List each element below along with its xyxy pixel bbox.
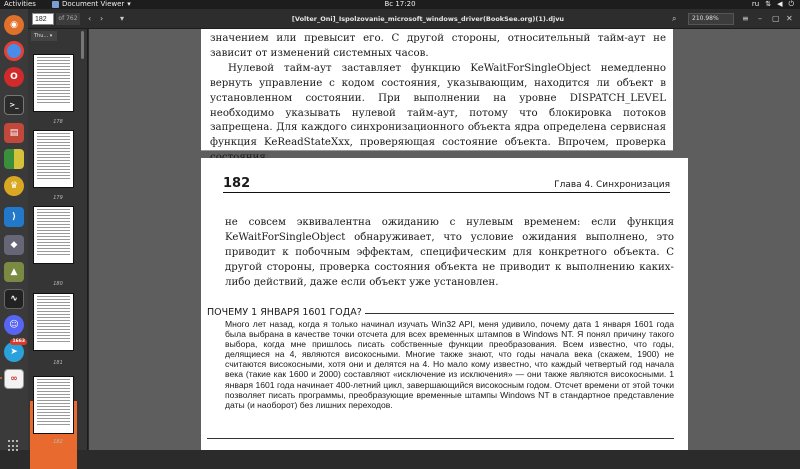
network-icon: ⇅ (765, 0, 772, 8)
chevron-down-icon[interactable]: ▾ (120, 14, 125, 23)
paragraph: Нулевой тайм-аут заставляет функцию KeWaitForSingleObject немедленно вернуть управление с кодом состояния, указывающим, находится ли объект в установленном состоянии. При выполнении на уровне DISPATCH_LEVEL необходимо указывать нулевой тайм-аут, потому что блокировка потоков запрещена. Для каждого синхронизационного объекта ядра определена сервисная функция KeReadStateXxx, проверяющая состояние объекта. Впрочем, проверка (210, 62, 666, 149)
sidebar-box-heading: ПОЧЕМУ 1 ЯНВАРЯ 1601 ГОДА? (207, 306, 365, 319)
chevron-down-icon: ▾ (127, 0, 131, 8)
viewer-header-bar (28, 9, 800, 29)
sidebar-scrollbar[interactable] (81, 31, 84, 59)
volume-icon: ◀ (777, 0, 783, 8)
paragraph: не совсем эквивалентна ожиданию с нулевым временем: если функция KeWaitForSingleObject обнаруживает, что условие ожидания выполнено, это приводит к побочным эффектам, специфическим для конкретного объекта. С другой стороны, проверка состояния объекта не приводит к выполнению каких-либо действий, даже если объект уже установлен. (225, 217, 674, 288)
dock (0, 9, 28, 450)
thumbnail-page-178[interactable] (33, 54, 74, 112)
sidebar-mode-select[interactable] (31, 31, 57, 41)
chrome-icon[interactable] (4, 41, 24, 61)
close-icon[interactable]: ✕ (786, 14, 793, 23)
firefox-icon[interactable]: ◉ (4, 15, 24, 35)
document-viewer-dock-icon[interactable]: ∞ (4, 369, 24, 389)
sidebar-box-text: Много лет назад, когда я только начинал изучать Win32 API, меня удивило, почему дата 1 января 1601 года была выбрана в качестве точки отсчета для всех временных штампов в Windows NT. Я понял причину такого выбора, когда мне пришлось писать собственные функции преобразования. Всем известно, что годы, делящиеся на 4, являются високосными. Многие также знают, что годы начала века (скажем, 1900) не считаются високосными, хотя они и делятся на 4. Но мало кому известно, что каждый четвертый год начала века (такие как 1600 и 2000) составляют «исключение из исключения» — они также являются високосными. 1 января 1601 года начинает 400-летний цикл, завершающийся високосным годом. Отсчет времени от этой точки позволяет писать программы, преобразующие временные штампы Windows NT в стандартное представление даты (и наоборот) без лишних переходов. (225, 319, 674, 410)
menu-icon[interactable]: ≡ (742, 14, 749, 23)
chevron-down-icon: ▾ (49, 33, 53, 39)
discord-icon[interactable]: ☺ (4, 315, 24, 335)
files-icon[interactable]: ▤ (4, 123, 24, 143)
thumbnail-page-180[interactable] (33, 206, 74, 264)
thumbnail-label: 179 (53, 195, 63, 201)
back-icon[interactable]: ‹ (88, 14, 92, 23)
vscode-icon[interactable]: ⟩ (4, 207, 24, 227)
thumbnail-page-179[interactable] (33, 130, 74, 188)
running-indicator (0, 377, 2, 379)
thumbnail-label: 180 (53, 281, 63, 287)
minimize-icon[interactable]: – (758, 14, 762, 23)
window-title: [Volter_Oni]_Ispolzovanie_microsoft_windows_driver(BookSee.org)(1).djvu (291, 15, 565, 23)
show-applications-icon[interactable] (8, 440, 20, 452)
page-text (210, 32, 666, 166)
divider (207, 438, 674, 439)
telegram-icon[interactable]: ➤ 1663 (4, 342, 24, 362)
thumbnail-page-182[interactable] (33, 376, 74, 434)
page-total: of 762 (56, 13, 80, 25)
system-top-bar (0, 0, 800, 9)
power-icon: ⏻ (788, 0, 794, 8)
running-header (223, 176, 670, 193)
photos-icon[interactable]: ▲ (4, 262, 24, 282)
search-icon[interactable]: ⌕ (672, 14, 677, 23)
thumbnail-page-181[interactable] (33, 293, 74, 351)
activities-button[interactable]: Activities (4, 0, 36, 8)
system-tray[interactable] (752, 0, 794, 9)
terminal-icon[interactable]: >_ (4, 95, 24, 115)
telegram-unread-badge: 1663 (12, 339, 25, 344)
thumbnail-label: 178 (53, 119, 63, 125)
chapter-title: Глава 4. Синхронизация (554, 180, 670, 190)
clock[interactable]: Вс 17:20 (384, 0, 416, 8)
page-181 (201, 29, 673, 151)
zoom-select[interactable]: 210.98% (688, 13, 734, 25)
page-182 (201, 158, 688, 450)
page-number-input[interactable] (32, 13, 54, 25)
page-number: 182 (223, 176, 251, 191)
games-icon[interactable]: ♛ (4, 176, 24, 196)
language-indicator[interactable]: ru (751, 0, 760, 8)
forward-icon[interactable]: › (100, 14, 104, 23)
system-monitor-icon[interactable]: ∿ (4, 289, 24, 309)
page-text (225, 216, 674, 291)
sidebar-box-title (207, 306, 674, 319)
maximize-icon[interactable]: ▢ (772, 14, 780, 23)
disk-utility-icon[interactable]: ◆ (4, 235, 24, 255)
thumbnails-sidebar[interactable] (28, 29, 88, 450)
thumbnail-label: 181 (53, 360, 63, 366)
tasks-icon[interactable] (4, 149, 24, 169)
app-menu-label: Document Viewer (62, 0, 125, 8)
paragraph: значением или превысит его. С другой стороны, относительный тайм-аут не зависит от изменений системных часов. (210, 33, 666, 59)
opera-icon[interactable]: O (4, 67, 24, 87)
sidebar-mode-label: Thu... (34, 33, 49, 39)
thumbnail-label: 182 (53, 439, 63, 445)
document-view[interactable] (89, 29, 800, 450)
